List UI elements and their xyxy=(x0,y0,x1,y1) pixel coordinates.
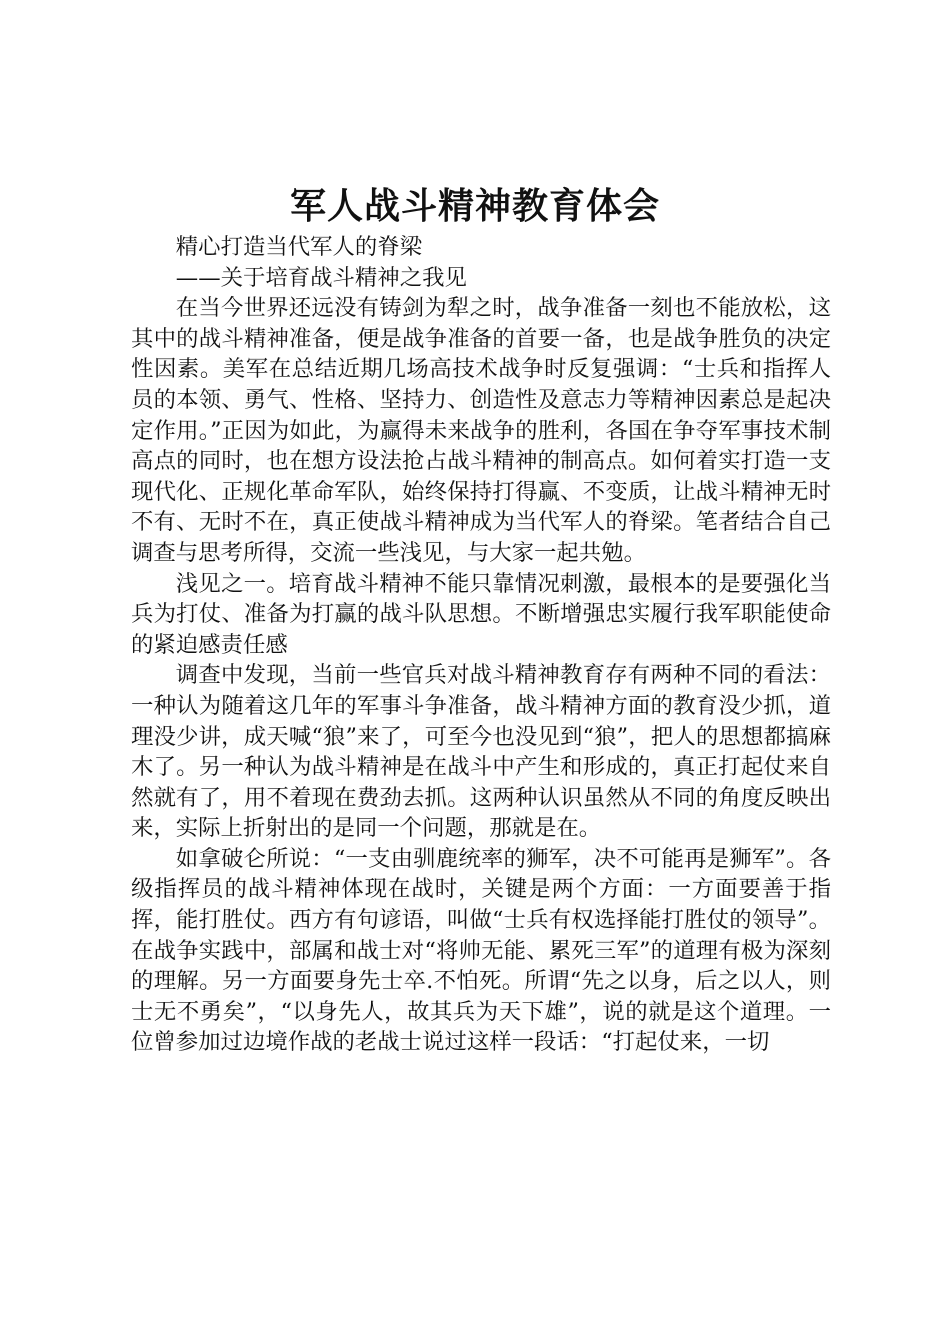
document-subsubtitle: ——关于培育战斗精神之我见 xyxy=(175,264,467,291)
paragraph-napoleon: 如拿破仑所说：“一支由驯鹿统率的狮军，决不可能再是狮军”。各级指挥员的战斗精神体现在战时，关键是两个方面：一方面要善于指挥，能打胜仗。西方有句谚语，叫做“士兵有权选择能打胜仗的领导”。在战争实践中，部属和战士对“将帅无能、累死三军”的道理有极为深刻的理解。另一方面要身先士卒.不怕死。所谓“先之以身，后之以人，则士无不勇矣”，“以身先人，故其兵为天下雄”，说的就是这个道理。一位曾参加过边境作战的老战士说过这样一段话：“打起仗来，一切 xyxy=(131,845,831,1056)
paragraph-view-one: 浅见之一。培育战斗精神不能只靠情况刺激，最根本的是要强化当兵为打仗、准备为打赢的战斗队思想。不断增强忠实履行我军职能使命的紧迫感责任感 xyxy=(131,570,831,658)
paragraph-survey: 调查中发现，当前一些官兵对战斗精神教育存有两种不同的看法：一种认为随着这几年的军事斗争准备，战斗精神方面的教育没少抓，道理没少讲，成天喊“狼”来了，可至今也没见到“狼”，把人的思想都搞麻木了。另一种认为战斗精神是在战斗中产生和形成的，真正打起仗来自然就有了，用不着现在费劲去抓。这两种认识虽然从不同的角度反映出来，实际上折射出的是同一个问题，那就是在。 xyxy=(131,662,831,842)
document-body xyxy=(131,232,831,1058)
document-subtitle: 精心打造当代军人的脊梁 xyxy=(175,234,423,260)
document-title: 军人战斗精神教育体会 xyxy=(289,186,660,227)
paragraph-intro: 在当今世界还远没有铸剑为犁之时，战争准备一刻也不能放松，这其中的战斗精神准备，便是战争准备的首要一备，也是战争胜负的决定性因素。美军在总结近期几场高技术战争时反复强调：“士兵和指挥人员的本领、勇气、性格、坚持力、创造性及意志力等精神因素总是起决定作用。”正因为如此，为赢得未来战争的胜利，各国在争夺军事技术制高点的同时，也在想方设法抢占战斗精神的制高点。如何着实打造一支现代化、正规化革命军队，始终保持打得赢、不变质，让战斗精神无时不有、无时不在，真正使战斗精神成为当代军人的脊梁。笔者结合自己调查与思考所得，交流一些浅见，与大家一起共勉。 xyxy=(131,295,831,566)
